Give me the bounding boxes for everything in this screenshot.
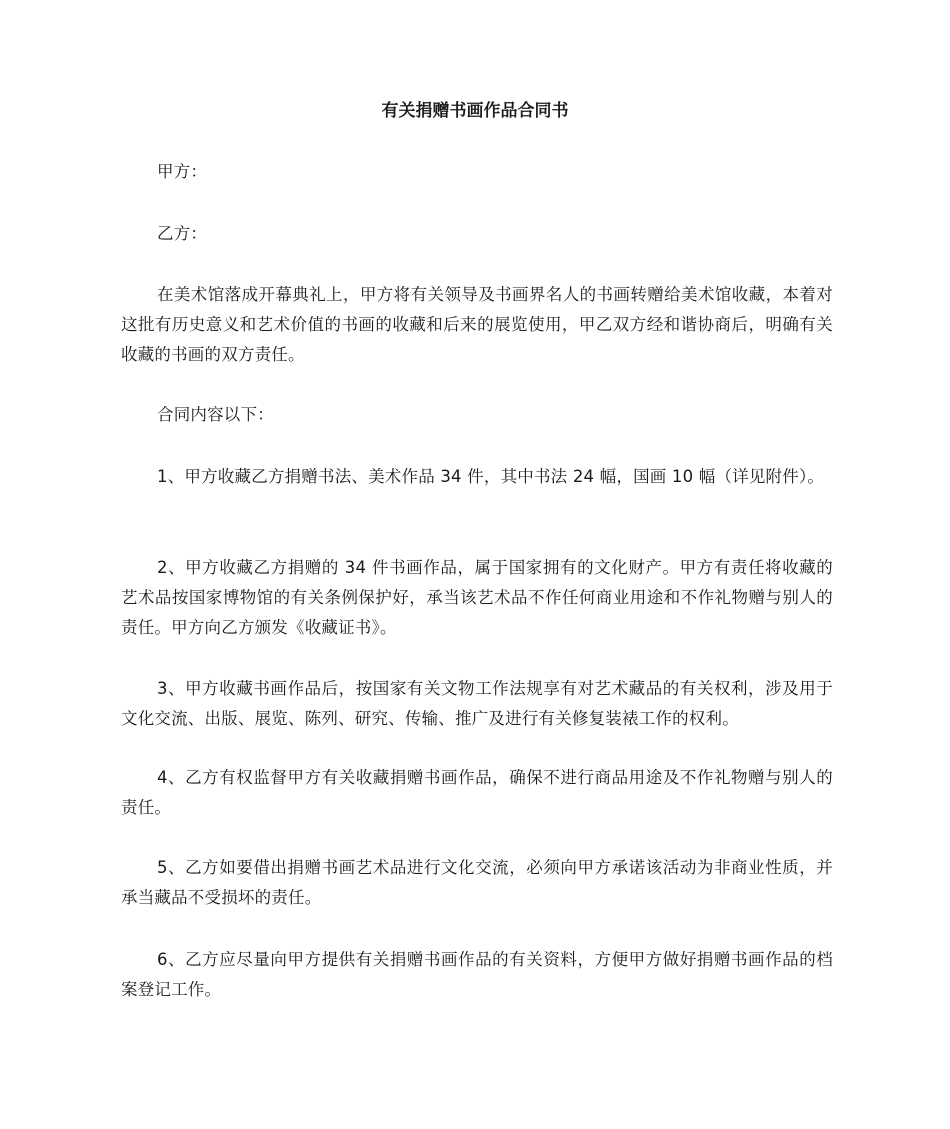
contents-intro: 合同内容以下： [157,405,274,424]
clause-5: 5、乙方如要借出捐赠书画艺术品进行文化交流，必须向甲方承诺该活动为非商业性质，并承当藏品不受损坏的责任。 [121,858,833,907]
clause-2: 2、甲方收藏乙方捐赠的 34 件书画作品，属于国家拥有的文化财产。甲方有责任将收藏的艺术品按国家博物馆的有关条例保护好，承当该艺术品不作任何商业用途和不作礼物赠与别人的责任。甲方向乙方颁发《收藏证书》。 [121,558,833,637]
clause-6: 6、乙方应尽量向甲方提供有关捐赠书画作品的有关资料，方便甲方做好捐赠书画作品的档案登记工作。 [121,950,833,999]
document-title: 有关捐赠书画作品合同书 [381,101,569,121]
clause-1: 1、甲方收藏乙方捐赠书法、美术作品 34 件，其中书法 24 幅，国画 10 幅（详见附件）。 [157,467,825,486]
clause-3: 3、甲方收藏书画作品后，按国家有关文物工作法规享有对艺术藏品的有关权利，涉及用于文化交流、出版、展览、陈列、研究、传输、推广及进行有关修复装裱工作的权利。 [121,679,833,728]
clause-4: 4、乙方有权监督甲方有关收藏捐赠书画作品，确保不进行商品用途及不作礼物赠与别人的责任。 [121,768,833,817]
party-a-line: 甲方： [157,162,208,181]
party-b-line: 乙方： [157,224,208,243]
preamble-paragraph: 在美术馆落成开幕典礼上，甲方将有关领导及书画界名人的书画转赠给美术馆收藏，本着对这批有历史意义和艺术价值的书画的收藏和后来的展览使用，甲乙双方经和谐协商后，明确有关收藏的书画的双方责任。 [121,285,833,364]
